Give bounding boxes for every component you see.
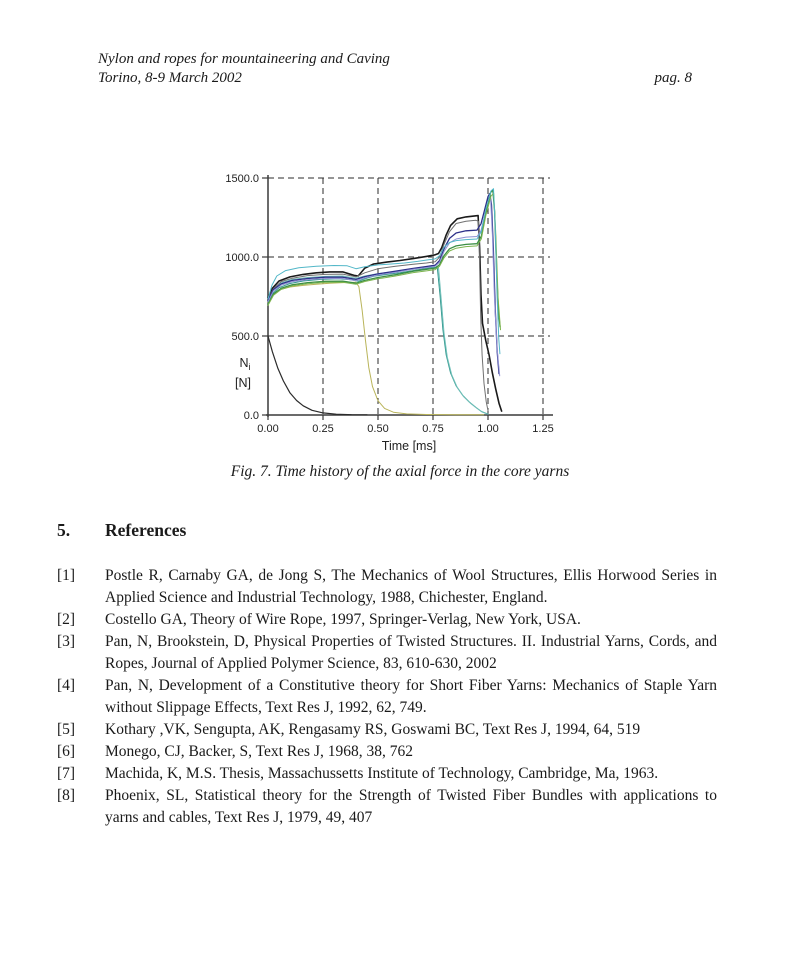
chart-series-yarn-broken-at-start xyxy=(268,336,367,415)
reference-text: Pan, N, Brookstein, D, Physical Properties of Twisted Structures. II. Industrial Yarns, Cords, and Ropes, Journal of Applied Polymer Science, 83, 610-630, 2002 xyxy=(105,633,717,672)
chart-series-yarn-periwinkle xyxy=(268,199,500,376)
chart-series-yarn-olive xyxy=(268,282,484,415)
reference-text: Pan, N, Development of a Constitutive theory for Short Fiber Yarns: Mechanics of Staple Yarn without Slippage Effects, Text Res J, 1992, 62, 749. xyxy=(105,677,717,716)
reference-number: [6] xyxy=(57,743,76,760)
reference-number: [1] xyxy=(57,567,76,584)
reference-item xyxy=(57,763,717,785)
x-tick-label: 1.25 xyxy=(532,423,554,435)
reference-text: Kothary ,VK, Sengupta, AK, Rengasamy RS, Goswami BC, Text Res J, 1994, 64, 519 xyxy=(105,721,641,738)
reference-item xyxy=(57,609,717,631)
page-number: pag. 8 xyxy=(654,70,692,86)
reference-number: [3] xyxy=(57,633,76,650)
reference-item xyxy=(57,565,717,609)
reference-number: [2] xyxy=(57,611,76,628)
reference-item xyxy=(57,631,717,675)
y-tick-label: 500.0 xyxy=(231,331,259,343)
y-axis-title: $N_i$ xyxy=(239,356,251,372)
reference-number: [8] xyxy=(57,787,76,804)
chart-series-yarn-cyan-top xyxy=(268,189,500,354)
x-tick-label: 0.25 xyxy=(312,423,334,435)
x-tick-label: 1.00 xyxy=(477,423,499,435)
figure-caption: Fig. 7. Time history of the axial force in the core yarns xyxy=(230,463,570,480)
section-title: References xyxy=(105,520,187,540)
reference-item xyxy=(57,785,717,829)
figure-7-chart xyxy=(205,165,575,465)
section-number: 5. xyxy=(57,520,71,540)
header-subtitle: Torino, 8-9 March 2002 xyxy=(98,70,242,86)
reference-text: Postle R, Carnaby GA, de Jong S, The Mechanics of Wool Structures, Ellis Horwood Series in Applied Science and Industrial Technology, 1988, Chichester, England. xyxy=(105,567,717,606)
page-header xyxy=(98,50,692,88)
reference-item xyxy=(57,741,717,763)
y-axis-unit: [N] xyxy=(235,376,251,390)
reference-text: Costello GA, Theory of Wire Rope, 1997, Springer-Verlag, New York, USA. xyxy=(105,611,581,628)
reference-text: Phoenix, SL, Statistical theory for the Strength of Twisted Fiber Bundles with applications to yarns and cables, Text Res J, 1979, 49, 407 xyxy=(105,787,717,826)
reference-number: [5] xyxy=(57,721,76,738)
reference-number: [7] xyxy=(57,765,76,782)
section-heading xyxy=(57,520,717,541)
figure-chart-svg xyxy=(205,165,575,465)
x-axis-title: Time [ms] xyxy=(381,439,437,453)
references-section xyxy=(57,520,717,829)
reference-text: Machida, K, M.S. Thesis, Massachussetts Institute of Technology, Cambridge, Ma, 1963. xyxy=(105,765,659,782)
running-head xyxy=(98,50,390,88)
chart-series-yarn-green xyxy=(268,190,500,327)
chart-series-yarn-light-green xyxy=(268,194,501,330)
reference-number: [4] xyxy=(57,677,76,694)
y-tick-label: 1000.0 xyxy=(225,252,259,264)
y-tick-label: 0.0 xyxy=(243,410,259,422)
reference-item xyxy=(57,675,717,719)
x-tick-label: 0.00 xyxy=(257,423,279,435)
reference-item xyxy=(57,719,717,741)
y-tick-label: 1500.0 xyxy=(225,173,259,185)
x-tick-label: 0.75 xyxy=(422,423,444,435)
references-list xyxy=(57,565,717,829)
x-tick-label: 0.50 xyxy=(367,423,389,435)
header-title: Nylon and ropes for mountaineering and Caving xyxy=(98,51,390,67)
reference-text: Monego, CJ, Backer, S, Text Res J, 1968, 38, 762 xyxy=(105,743,413,760)
